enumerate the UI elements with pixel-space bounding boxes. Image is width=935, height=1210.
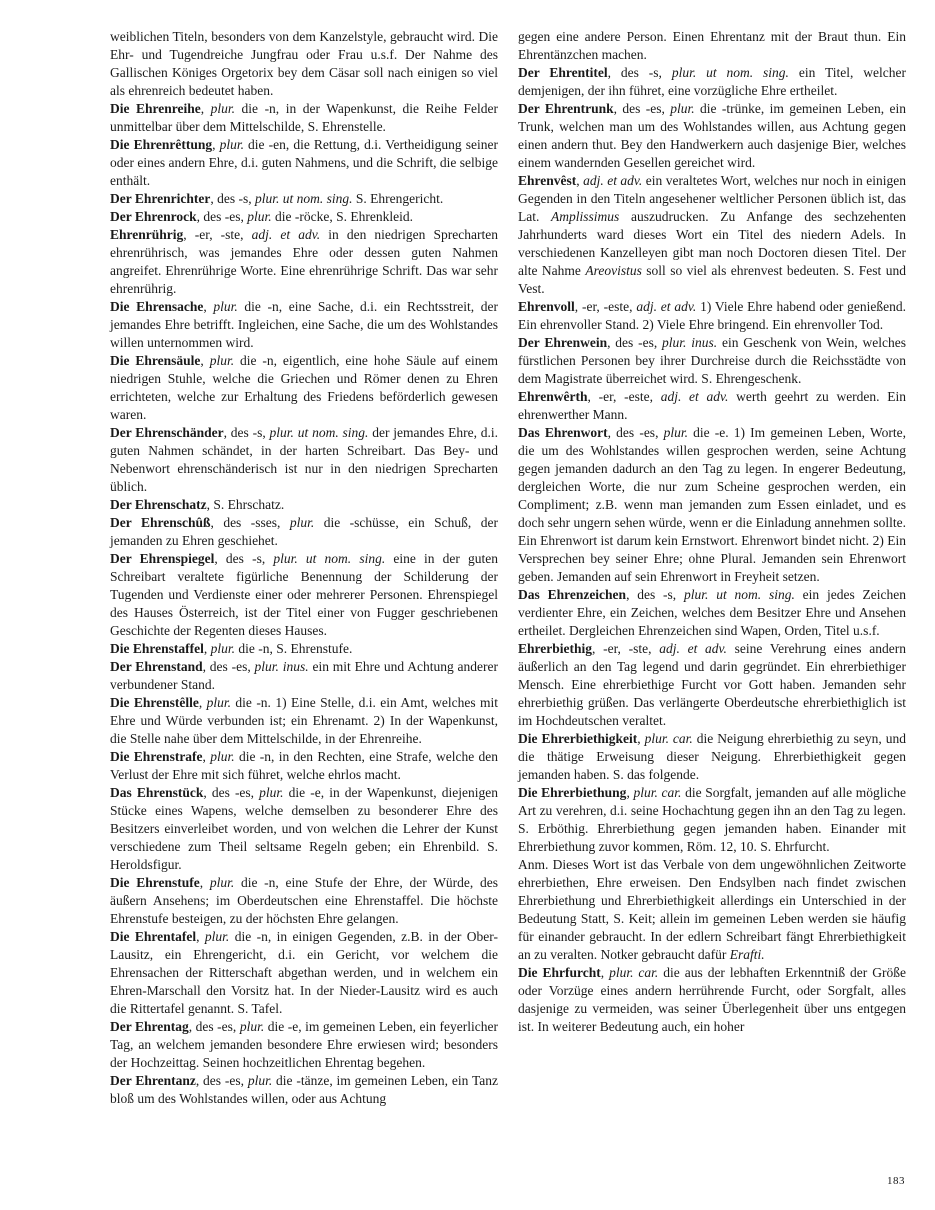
dictionary-entry	[518, 388, 906, 424]
entry-headword: Das Ehrenwort	[518, 425, 608, 440]
entry-text: ,	[600, 965, 610, 980]
entry-text: 1) Viele Ehre habend oder genießend. Ein ehrenvoller Stand. 2) Viele Ehre bringend. Ein ehrenvoller Tod.	[518, 299, 907, 332]
entry-text: ,	[198, 695, 207, 710]
entry-italic-term: plur.	[247, 209, 272, 224]
entry-headword: Der Ehrenrock	[110, 209, 197, 224]
dictionary-entry	[518, 64, 906, 100]
dictionary-entry	[110, 190, 498, 208]
dictionary-entry	[110, 424, 498, 496]
entry-text: die -n, S. Ehrenstufe.	[235, 641, 353, 656]
entry-text: die Neigung ehrerbiethig zu seyn, und die thätige Erweisung dieser Neigung. Ehrerbiethigkeit gegen jemanden haben. S. das folgende.	[518, 731, 906, 782]
entry-text: ein Titel, welcher demjenigen, der ihn führet, eine vorzügliche Ehre ertheilet.	[518, 65, 906, 98]
entry-text: , des -s,	[214, 551, 274, 566]
entry-text: der jemandes Ehre, d.i. guten Nahmen schändet, in der harten Schreibart. Das Bey- und Nebenwort ehrenschänderisch ist nur in den niedrigen Sprecharten üblich.	[110, 425, 499, 494]
entry-italic-term: plur. car.	[644, 731, 693, 746]
page-number: 183	[887, 1175, 905, 1187]
entry-text: die -n. 1) Eine Stelle, d.i. ein Amt, welches mit Ehre und Würde verbunden ist; ein Ehrenamt. 2) In der Wapenkunst, die Stelle nahe über dem Mittelschilde, in der Ehrenreihe.	[110, 695, 499, 746]
entry-italic-term: plur.	[206, 695, 232, 710]
entry-text: die -en, die Rettung, d.i. Vertheidigung seiner oder eines andern Ehre, d.i. guten Nahmens, und die Schrift, die selbige enthält.	[110, 137, 499, 188]
entry-italic-term: plur. car.	[609, 965, 659, 980]
dictionary-entry	[110, 640, 498, 658]
entry-headword: Ehrenrührig	[110, 227, 184, 242]
dictionary-entry	[110, 1018, 498, 1072]
entry-italic-term: plur.	[209, 875, 235, 890]
entry-headword: Die Ehrenrêttung	[110, 137, 213, 152]
entry-text: , des -s,	[607, 65, 672, 80]
entry-italic-term: plur.	[670, 101, 695, 116]
dictionary-entry	[518, 298, 906, 334]
dictionary-entry	[518, 586, 906, 640]
dictionary-entry	[518, 100, 906, 172]
entry-text: , des -s,	[626, 587, 684, 602]
entry-italic-term: adj. et adv.	[636, 299, 697, 314]
entry-text: ,	[637, 731, 645, 746]
dictionary-entry	[110, 28, 498, 100]
entry-headword: Die Ehrensäule	[110, 353, 201, 368]
entry-text: S. Ehrengericht.	[352, 191, 444, 206]
entry-headword: Die Ehrenreihe	[110, 101, 201, 116]
entry-italic-term: adj. et adv.	[251, 227, 321, 242]
dictionary-entry	[518, 856, 906, 964]
entry-text: ,	[203, 299, 214, 314]
entry-italic-term: adj. et adv.	[660, 389, 729, 404]
entry-headword: Das Ehrenstück	[110, 785, 204, 800]
entry-text: ,	[203, 641, 211, 656]
entry-italic-term: adj. et adv.	[659, 641, 727, 656]
entry-text: die -schüsse, ein Schuß, der jemanden zu Ehren geschiehet.	[110, 515, 498, 548]
entry-text: ein mit Ehre und Achtung anderer verbundener Stand.	[110, 659, 499, 692]
entry-headword: Der Ehrentitel	[518, 65, 608, 80]
entry-headword: Der Ehrentag	[110, 1019, 189, 1034]
entry-italic-term: plur. ut nom. sing.	[671, 65, 789, 80]
dictionary-entry	[110, 748, 498, 784]
entry-headword: Der Ehrenschänder	[110, 425, 224, 440]
entry-text: , des -es,	[188, 1019, 240, 1034]
entry-text: ,	[576, 173, 584, 188]
entry-text: die Sorgfalt, jemanden auf alle mögliche Art zu verehren, d.i. seine Hochachtung gegen ihn an den Tag zu legen. S. Erböthig. Ehrerbiethung gegen jemanden haben. Einander mit Ehrerbiethung zuvor kommen, Röm. 12, 10. S. Ehrfurcht.	[518, 785, 906, 854]
entry-headword: Die Ehrentafel	[110, 929, 197, 944]
entry-italic-term: Amplissimus	[551, 209, 620, 224]
entry-text: ein Geschenk von Wein, welches fürstlichen Personen bey ihrer Durchreise durch die Reichsstädte von dem Magistrate überreichet wird. S. Ehrengeschenk.	[518, 335, 906, 386]
entry-italic-term: plur.	[239, 1019, 265, 1034]
entry-text: , -er, -este,	[587, 389, 661, 404]
entry-text: seine Verehrung eines andern äußerlich an den Tag legend und darin gegründet. Ein ehrerbiethiger Mensch. Eine ehrerbiethige Furcht vor Gott haben. Jemanden sehr ehrerbiethig grüßen. Das verlängerte Oberdeutsche ehrerbiethiglich ist im Hochdeutschen veraltet.	[518, 641, 907, 728]
entry-text: die -trünke, im gemeinen Leben, ein Trunk, welchen man um des Wohlstandes willen, aus Achtung gegen einen andern thut. Bey den Handwerkern auch dasjenige Bier, welches einem wandernden Gesellen gereichet wird.	[518, 101, 906, 170]
entry-text: weiblichen Titeln, besonders von dem Kanzelstyle, gebraucht wird. Die Ehr- und Tugendreiche Jungfrau oder Frau u.s.f. Der Nahme des Gallischen Königes Orgetorix bey dem Cäsar soll nach einigen so viel als ehrenreich bedeutet haben.	[110, 29, 498, 98]
entry-text: die -n, eine Stufe der Ehre, der Würde, des äußern Ansehens; im Oberdeutschen eine Ehrenstaffel. Die höchste Ehrenstufe besteigen, zu der höchsten Ehre gelangen.	[110, 875, 499, 926]
entry-headword: Die Ehrenstêlle	[110, 695, 199, 710]
entry-italic-term: plur. inus.	[662, 335, 718, 350]
left-column	[110, 28, 498, 1108]
entry-text: ein veraltetes Wort, welches nur noch in einigen Gegenden in den Titeln angesehener weltlicher Personen üblich ist, das Lat.	[518, 173, 906, 224]
entry-italic-term: plur.	[210, 749, 235, 764]
entry-headword: Der Ehrentanz	[110, 1073, 196, 1088]
entry-italic-term: plur.	[210, 101, 236, 116]
entry-text: , des -es,	[607, 425, 664, 440]
dictionary-entry	[518, 784, 906, 856]
right-column	[518, 28, 906, 1036]
entry-headword: Der Ehrenspiegel	[110, 551, 215, 566]
entry-headword: Die Ehrerbiethigkeit	[518, 731, 638, 746]
entry-italic-term: Areovistus	[585, 263, 642, 278]
entry-headword: Der Ehrentrunk	[518, 101, 614, 116]
entry-headword: Ehrenvoll	[518, 299, 575, 314]
entry-text: , S. Ehrschatz.	[206, 497, 285, 512]
entry-headword: Das Ehrenzeichen	[518, 587, 627, 602]
entry-italic-term: plur. ut nom. sing.	[254, 191, 353, 206]
entry-text: ,	[212, 137, 220, 152]
entry-text: , -er, -ste,	[592, 641, 660, 656]
entry-headword: Der Ehrenschûß	[110, 515, 211, 530]
entry-headword: Ehrerbiethig	[518, 641, 592, 656]
entry-text: , des -es,	[613, 101, 671, 116]
entry-italic-term: plur. inus.	[254, 659, 309, 674]
entry-text: die -n, eigentlich, eine hohe Säule auf einem niedrigen Stuhle, welche die Griechen und Römer denen zu Ehren errichteten, welche zur Erhaltung des Friedens beförderlich gewesen waren.	[110, 353, 498, 422]
entry-italic-term: plur.	[213, 299, 238, 314]
dictionary-entry	[110, 1072, 498, 1108]
entry-text: die -e. 1) Im gemeinen Leben, Worte, die um des Wohlstandes willen gesprochen werden, seine Achtung gegen jemanden dadurch an den Tag zu legen. In engerer Bedeutung, dergleichen Worte, die nur zum Scheine gesprochen werden, ein Compliment; z.B. wenn man jemanden zum Essen einladet, und es doch sehr ungern sehen würde, wenn er die Einladung annehmen sollte. Ein Ehrenwort ist darum kein Ernstwort. Ehrenwort bindet nicht. 2) Ein Versprechen bey seiner Ehre; ohne Plural. Jemanden sein Ehrenwort geben. Jemanden auf sein Ehrenwort in Freyheit setzen.	[518, 425, 906, 584]
entry-italic-term: plur.	[663, 425, 688, 440]
entry-text: die -n, in den Rechten, eine Strafe, welche den Verlust der Ehre mit sich führet, welche ehrlos macht.	[110, 749, 499, 782]
entry-text: die -röcke, S. Ehrenkleid.	[271, 209, 413, 224]
entry-text: die -n, in der Wapenkunst, die Reihe Felder unmittelbar über dem Mittelschilde, S. Ehrenstelle.	[110, 101, 498, 134]
dictionary-entry	[518, 172, 906, 298]
entry-text: , des -es,	[202, 659, 255, 674]
dictionary-entry	[518, 730, 906, 784]
dictionary-entry	[110, 658, 498, 694]
entry-italic-term: plur. ut nom. sing.	[269, 425, 369, 440]
entry-text: ,	[202, 749, 211, 764]
entry-text: gegen eine andere Person. Einen Ehrentanz mit der Braut thun. Ein Ehrentänzchen machen.	[518, 29, 906, 62]
entry-text: , des -s,	[223, 425, 270, 440]
entry-text: Anm. Dieses Wort ist das Verbale von dem ungewöhnlichen Zeitworte ehrerbiethen, Ehre erweisen. Den Endsylben nach findet zwischen Ehrerbiethung und Ehrerbiethigkeit allerdings ein Unterschied in der Bedeutung Statt, S. Keit; allein im gemeinen Leben werden sie häufig für einander gebraucht. In der edlern Schreibart fängt Ehrerbiethigkeit an zu veralten. Notker gebraucht dafür	[518, 857, 906, 962]
entry-text: ,	[196, 929, 205, 944]
dictionary-entry	[110, 928, 498, 1018]
entry-text: in den niedrigen Sprecharten ehrenrührisch, was jemandes Ehre oder dessen guten Nahmen angreifet. Ehrenrührige Worte. Eine ehrenrührige Schrift. Das war sehr ehrenrührig.	[110, 227, 498, 296]
dictionary-entry	[518, 334, 906, 388]
entry-text: , des -es,	[607, 335, 663, 350]
entry-italic-term: plur.	[247, 1073, 273, 1088]
dictionary-entry	[110, 496, 498, 514]
entry-italic-term: plur.	[259, 785, 284, 800]
entry-text: , des -es,	[196, 209, 248, 224]
entry-italic-term: plur. ut nom. sing.	[273, 551, 386, 566]
entry-text: die -e, in der Wapenkunst, diejenigen Stücke eines Wapens, welche demselben zu besonderer Ehre des Besitzers einverleibet worden, und von welchen die Lehrer der Kunst verschiedene zum Theil seltsame Regeln geben; ein Ehrenbild. S. Heroldsfigur.	[110, 785, 498, 872]
entry-headword: Die Ehrenstrafe	[110, 749, 203, 764]
dictionary-entry	[110, 694, 498, 748]
entry-text: die -n, in einigen Gegenden, z.B. in der Ober-Lausitz, ein Ehrengericht, d.i. ein Gericht, vor welchem die Ehrensachen der Ritterschaft abgethan werden, und in welchem ein Ehren-Marschall den Vorsitz hat. In der Nieder-Lausitz wird es auch die Rittertafel genannt. S. Tafel.	[110, 929, 498, 1016]
entry-italic-term: plur.	[210, 641, 236, 656]
entry-text: ,	[200, 101, 211, 116]
entry-headword: Der Ehrenschatz	[110, 497, 207, 512]
entry-text: die -e, im gemeinen Leben, ein feyerlicher Tag, an welchem jemanden besondere Ehre erwiesen wird; besonders der Hochzeittag. Seinen hochzeitlichen Ehrentag begehen.	[110, 1019, 498, 1070]
entry-text: werth geehrt zu werden. Ein ehrenwerther Mann.	[518, 389, 907, 422]
dictionary-entry	[110, 226, 498, 298]
entry-text: , -er, -este,	[574, 299, 637, 314]
entry-text: ,	[200, 353, 210, 368]
entry-text: eine in der guten Schreibart veraltete figürliche Benennung der Schilderung der Tugenden und Verdienste einer oder mehrerer Personen. Ehrenspiegel des Hauses Österreich, ist der Titel einer von Fugger geschriebenen Geschichte der Regenten dieses Hauses.	[110, 551, 499, 638]
entry-text: soll so viel als ehrenvest bedeuten. S. Fest und Vest.	[518, 263, 906, 296]
entry-text: , des -s,	[210, 191, 255, 206]
entry-headword: Der Ehrenwein	[518, 335, 608, 350]
entry-headword: Der Ehrenstand	[110, 659, 203, 674]
dictionary-entry	[518, 28, 906, 64]
entry-headword: Die Ehrenstaffel	[110, 641, 204, 656]
dictionary-entry	[518, 964, 906, 1036]
entry-italic-term: plur.	[219, 137, 244, 152]
dictionary-entry	[518, 424, 906, 586]
entry-italic-term: plur.	[204, 929, 230, 944]
entry-italic-term: adj. et adv.	[583, 173, 643, 188]
dictionary-entry	[110, 784, 498, 874]
entry-headword: Die Ehrfurcht	[518, 965, 601, 980]
entry-text: ,	[199, 875, 210, 890]
entry-italic-term: plur. ut nom. sing.	[684, 587, 795, 602]
dictionary-entry	[110, 298, 498, 352]
dictionary-entry	[110, 208, 498, 226]
entry-italic-term: plur.	[209, 353, 235, 368]
entry-italic-term: plur. car.	[633, 785, 682, 800]
entry-headword: Der Ehrenrichter	[110, 191, 211, 206]
dictionary-entry	[110, 550, 498, 640]
dictionary-entry	[110, 514, 498, 550]
entry-headword: Die Ehrerbiethung	[518, 785, 627, 800]
dictionary-entry	[518, 640, 906, 730]
entry-text: , des -es,	[203, 785, 260, 800]
dictionary-entry	[110, 352, 498, 424]
dictionary-entry	[110, 874, 498, 928]
dictionary-entry	[110, 136, 498, 190]
entry-text: , des -es,	[195, 1073, 248, 1088]
entry-headword: Ehrenwêrth	[518, 389, 588, 404]
entry-text: ein jedes Zeichen verdienter Ehre, ein Zeichen, welches dem Besitzer Ehre und Ansehen ertheilet. Dergleichen Ehrenzeichen sind Wapen, Orden, Titel u.s.f.	[518, 587, 906, 638]
entry-headword: Die Ehrenstufe	[110, 875, 200, 890]
entry-text: , des -sses,	[210, 515, 290, 530]
entry-italic-term: plur.	[289, 515, 315, 530]
entry-italic-term: Erafti.	[729, 947, 765, 962]
entry-text: die -n, eine Sache, d.i. ein Rechtsstreit, der jemandes Ehre betrifft. Ingleichen, eine Sache, die um des Wohlstandes willen unternommen wird.	[110, 299, 499, 350]
entry-text: die -tänze, im gemeinen Leben, ein Tanz bloß um des Wohlstandes willen, oder aus Achtung	[110, 1073, 498, 1106]
entry-text: auszudrucken. Zu Anfange des sechzehenten Jahrhunderts ward dieses Wort ein Titel des niedern Adels. In verschiedenen Kanzelleyen gibt man noch Doctoren diesen Titel. Der alte Nahme	[518, 209, 906, 278]
entry-headword: Die Ehrensache	[110, 299, 204, 314]
entry-text: ,	[626, 785, 634, 800]
entry-headword: Ehrenvêst	[518, 173, 577, 188]
entry-text: , -er, -ste,	[183, 227, 252, 242]
dictionary-entry	[110, 100, 498, 136]
entry-text: die aus der lebhaften Erkenntniß der Größe oder Vorzüge eines andern herrührende Furcht, oder Sorgfalt, alles dasjenige zu vermeiden, was seiner Überlegenheit über uns entgegen ist. In weiterer Bedeutung auch, ein hoher	[518, 965, 906, 1034]
